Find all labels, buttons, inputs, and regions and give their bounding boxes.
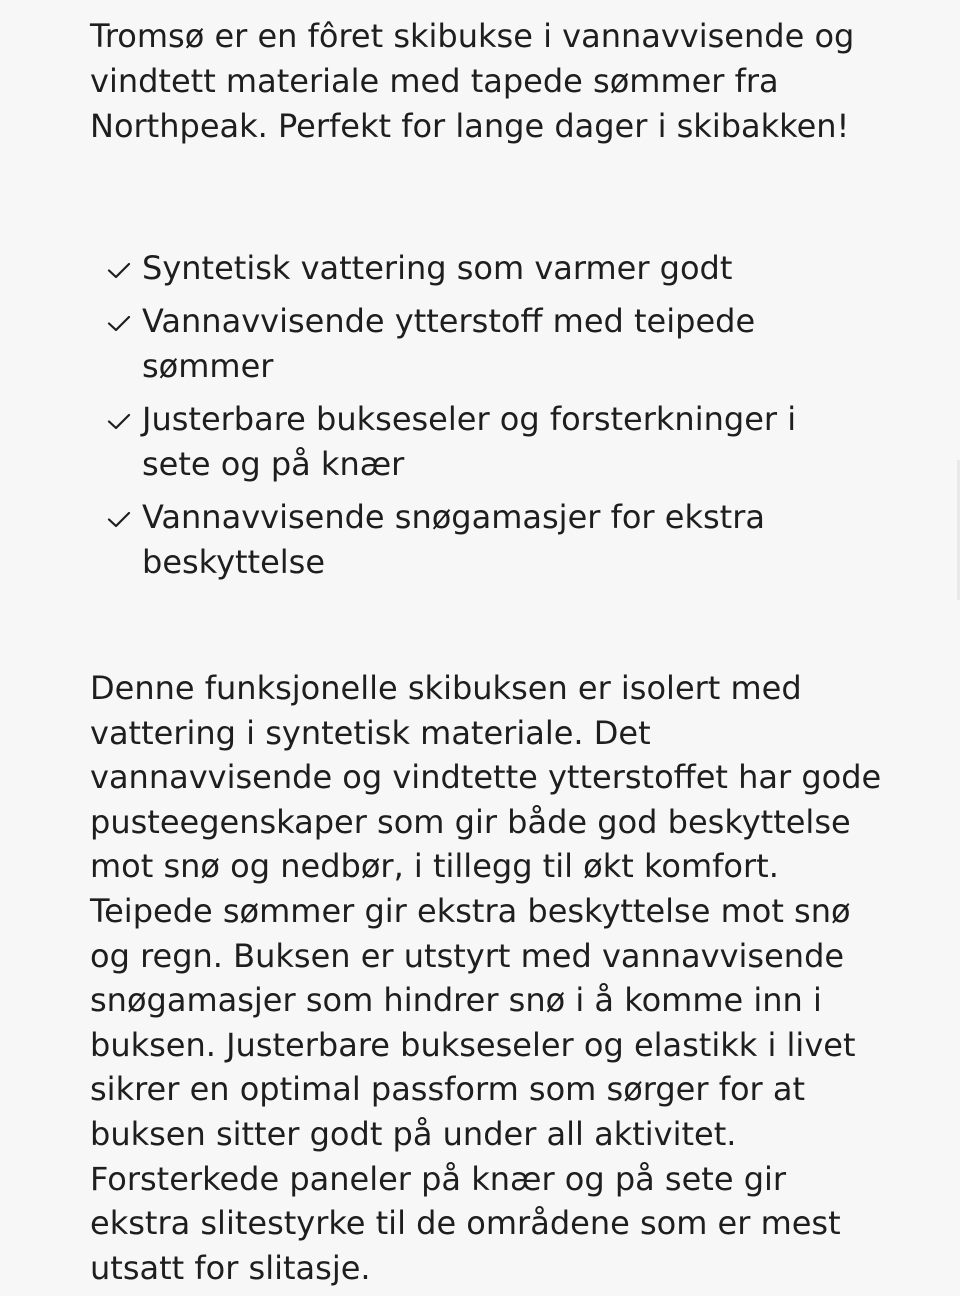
feature-item — [105, 495, 845, 585]
feature-text: Vannavvisende snøgamasjer for ekstra beskyttelse — [142, 498, 765, 581]
check-icon — [107, 262, 131, 280]
product-intro: Tromsø er en fôret skibukse i vannavvisende og vindtett materiale med tapede sømmer fra Northpeak. Perfekt for lange dager i skibakken! — [90, 17, 855, 145]
feature-text: Syntetisk vattering som varmer godt — [142, 249, 733, 287]
feature-text: Vannavvisende ytterstoff med teipede sømmer — [142, 302, 756, 385]
feature-text: Justerbare bukseseler og forsterkninger i sete og på knær — [142, 400, 797, 483]
feature-item — [105, 246, 845, 291]
feature-item — [105, 397, 845, 487]
check-icon — [107, 511, 131, 529]
feature-list — [105, 246, 845, 593]
feature-item — [105, 299, 845, 389]
product-description: Denne funksjonelle skibuksen er isolert med vattering i syntetisk materiale. Det vannavvisende og vindtette ytterstoffet har gode pusteegenskaper som gir både god beskyttelse mot snø og nedbør, i tillegg til økt komfort. Teipede sømmer gir ekstra beskyttelse mot snø og regn. Buksen er utstyrt med vannavvisende snøgamasjer som hindrer snø i å komme inn i buksen. Justerbare bukseseler og elastikk i livet sikrer en optimal passform som sørger for at buksen sitter godt på under all aktivitet. Forsterkede paneler på knær og på sete gir ekstra slitestyrke til de områdene som er mest utsatt for slitasje. — [90, 669, 882, 1287]
check-icon — [107, 315, 131, 333]
check-icon — [107, 413, 131, 431]
